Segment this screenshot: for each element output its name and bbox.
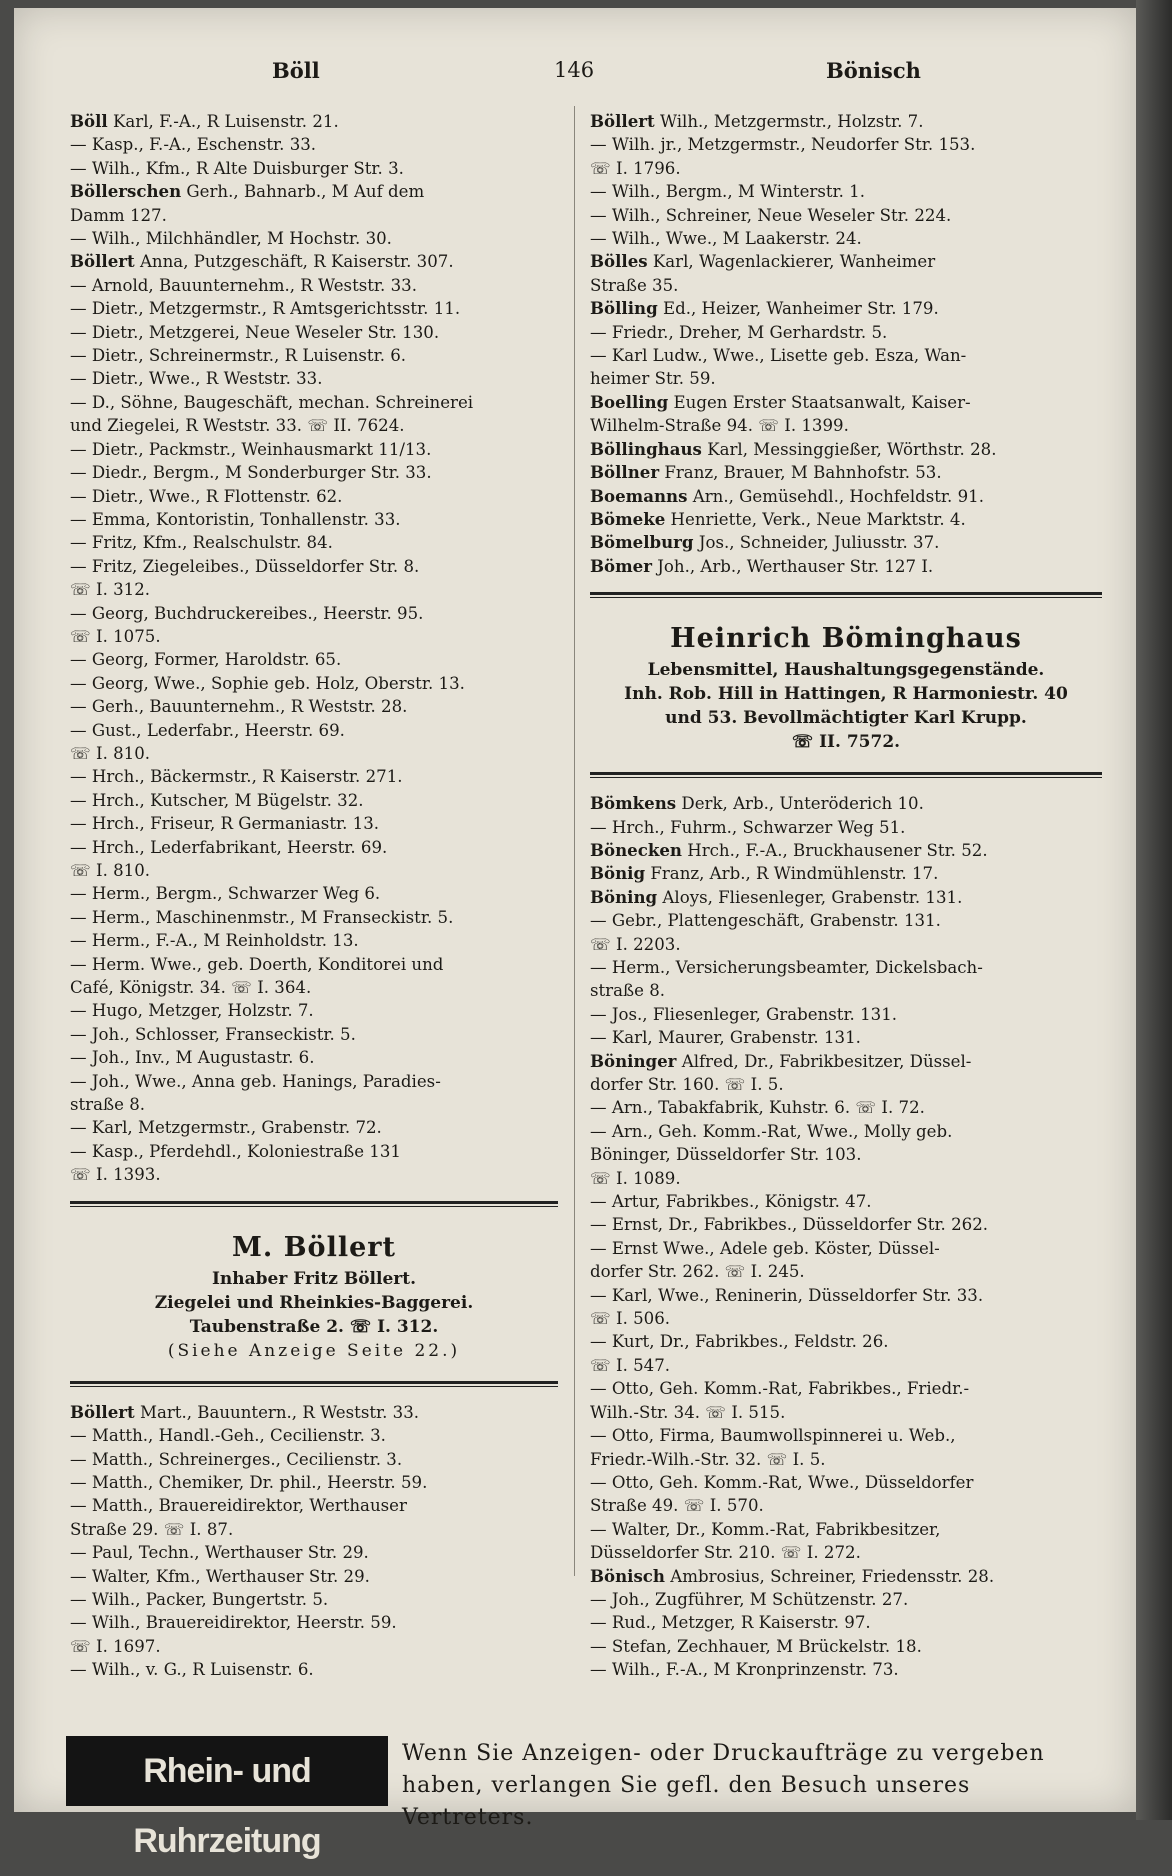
entry-text: ☏ I. 1697. <box>70 1636 161 1656</box>
directory-entry <box>590 1518 1102 1541</box>
ad-line: (Siehe Anzeige Seite 22.) <box>167 1340 461 1361</box>
entry-text: — Kasp., F.-A., Eschenstr. 33. <box>70 135 317 155</box>
directory-entry <box>590 1565 1102 1588</box>
ad-line: Lebensmittel, Haushaltungsgegenstände. <box>647 660 1045 681</box>
entry-text: — Emma, Kontoristin, Tonhallenstr. 33. <box>70 509 401 529</box>
directory-entry <box>590 227 1102 250</box>
header-left-keyword: Böll <box>272 58 320 83</box>
directory-entry <box>70 1093 558 1116</box>
directory-entry <box>590 180 1102 203</box>
directory-entry <box>590 886 1102 909</box>
entry-text: und Ziegelei, R Weststr. 33. ☏ II. 7624. <box>70 416 405 436</box>
entry-text: — Joh., Wwe., Anna geb. Hanings, Paradies- <box>70 1071 441 1091</box>
directory-entry <box>590 367 1102 390</box>
entry-text: Aloys, Fliesenleger, Grabenstr. 131. <box>662 887 963 907</box>
directory-entry <box>70 344 558 367</box>
entry-text: — Hrch., Friseur, R Germaniastr. 13. <box>70 814 380 834</box>
directory-entry <box>590 1073 1102 1096</box>
entry-text: — Georg, Former, Haroldstr. 65. <box>70 650 342 670</box>
entry-text: — Otto, Firma, Baumwollspinnerei u. Web., <box>590 1426 956 1446</box>
directory-entry <box>70 1658 558 1681</box>
entry-text: Café, Königstr. 34. ☏ I. 364. <box>70 978 312 998</box>
boellert-advertisement <box>70 1221 558 1367</box>
entry-text: — Wilh., Wwe., M Laakerstr. 24. <box>590 229 862 249</box>
directory-entry <box>70 1140 558 1163</box>
directory-entry <box>590 1401 1102 1424</box>
directory-entry <box>70 695 558 718</box>
directory-entry <box>70 976 558 999</box>
entry-text: — Herm., Bergm., Schwarzer Weg 6. <box>70 884 381 904</box>
left-entries-top <box>70 110 558 1187</box>
footer-text <box>402 1738 1106 1834</box>
ad-line: Ziegelei und Rheinkies-Baggerei. <box>154 1292 474 1313</box>
directory-entry <box>590 1003 1102 1026</box>
directory-entry <box>590 1096 1102 1119</box>
scan-edge <box>1136 0 1172 1820</box>
directory-entry <box>590 1237 1102 1260</box>
directory-entry <box>590 1120 1102 1143</box>
ad-line: ☏ II. 7572. <box>791 732 901 753</box>
right-entries-bottom <box>590 792 1102 1681</box>
left-column <box>70 110 558 1682</box>
entry-text: — Dietr., Wwe., R Flottenstr. 62. <box>70 486 343 506</box>
entry-text: — Wilh., v. G., R Luisenstr. 6. <box>70 1660 314 1680</box>
directory-entry <box>590 1588 1102 1611</box>
entry-text: ☏ I. 1089. <box>590 1168 681 1188</box>
entry-text: — Matth., Handl.-Geh., Cecilienstr. 3. <box>70 1426 386 1446</box>
ad-title: M. Böllert <box>232 1231 396 1263</box>
directory-entry <box>590 1143 1102 1166</box>
entry-text: Gerh., Bahnarb., M Auf dem <box>186 182 425 202</box>
directory-entry <box>590 1611 1102 1634</box>
entry-text: ☏ I. 312. <box>70 580 151 600</box>
directory-entry <box>70 157 558 180</box>
entry-text: dorfer Str. 160. ☏ I. 5. <box>590 1075 784 1094</box>
directory-entry <box>590 839 1102 862</box>
directory-entry <box>70 648 558 671</box>
entry-text: ☏ I. 810. <box>70 743 151 763</box>
entry-text: — Wilh., Packer, Bungertstr. 5. <box>70 1589 329 1609</box>
directory-entry <box>590 979 1102 1002</box>
entry-text: — Georg, Wwe., Sophie geb. Holz, Oberstr. 13. <box>70 673 465 693</box>
directory-entry <box>590 321 1102 344</box>
entry-text: Karl, Messinggießer, Wörthstr. 28. <box>707 439 997 459</box>
entry-text: — Fritz, Kfm., Realschulstr. 84. <box>70 533 333 553</box>
directory-entry <box>590 414 1102 437</box>
directory-entry <box>590 1635 1102 1658</box>
entry-text: — Joh., Schlosser, Franseckistr. 5. <box>70 1024 356 1044</box>
entry-text: — Walter, Kfm., Werthauser Str. 29. <box>70 1566 370 1586</box>
header-right-keyword: Bönisch <box>826 58 921 83</box>
directory-entry <box>590 555 1102 578</box>
entry-text: — Artur, Fabrikbes., Königstr. 47. <box>590 1192 872 1212</box>
directory-entry <box>590 1377 1102 1400</box>
entry-text: Wilh., Metzgermstr., Holzstr. 7. <box>659 112 924 131</box>
ad-line: Inh. Rob. Hill in Hattingen, R Harmoniestr. 40 <box>624 684 1068 705</box>
entry-text: straße 8. <box>70 1095 146 1115</box>
directory-entry <box>70 274 558 297</box>
entry-surname: Boelling <box>590 391 669 412</box>
entry-text: — Karl, Wwe., Reninerin, Düsseldorfer Str. 33. <box>590 1285 984 1305</box>
entry-text: ☏ I. 506. <box>590 1309 671 1329</box>
directory-entry <box>590 274 1102 297</box>
directory-entry <box>70 1541 558 1564</box>
directory-entry <box>590 1658 1102 1681</box>
ad-line: Inhaber Fritz Böllert. <box>211 1268 417 1289</box>
page-header <box>14 52 1136 88</box>
entry-text: — Herm., Versicherungsbeamter, Dickelsbach- <box>590 957 983 977</box>
directory-entry <box>70 1565 558 1588</box>
entry-surname: Bölling <box>590 298 658 319</box>
entry-text: Straße 49. ☏ I. 570. <box>590 1496 764 1516</box>
entry-text: — Herm., Maschinenmstr., M Franseckistr. 5. <box>70 907 454 927</box>
directory-entry <box>70 1448 558 1471</box>
entry-text: — Hrch., Lederfabrikant, Heerstr. 69. <box>70 837 388 857</box>
directory-entry <box>70 906 558 929</box>
directory-entry <box>70 180 558 203</box>
directory-entry <box>590 1471 1102 1494</box>
entry-text: Jos., Schneider, Juliusstr. 37. <box>698 533 940 553</box>
entry-text: — Hugo, Metzger, Holzstr. 7. <box>70 1001 314 1021</box>
entry-text: — Karl Ludw., Wwe., Lisette geb. Esza, Wan- <box>590 346 967 366</box>
entry-text: — Karl, Maurer, Grabenstr. 131. <box>590 1028 861 1048</box>
entry-surname: Böninger <box>590 1050 677 1071</box>
entry-text: — Wilh., Milchhändler, M Hochstr. 30. <box>70 229 392 249</box>
right-column <box>590 110 1102 1682</box>
directory-entry <box>590 297 1102 320</box>
ad-title: Heinrich Böminghaus <box>670 623 1022 655</box>
entry-text: — Jos., Fliesenleger, Grabenstr. 131. <box>590 1004 898 1024</box>
entry-text: Damm 127. <box>70 205 167 225</box>
directory-entry <box>70 1023 558 1046</box>
directory-entry <box>70 438 558 461</box>
directory-entry <box>70 719 558 742</box>
entry-text: Derk, Arb., Unteröderich 10. <box>681 794 924 814</box>
directory-entry <box>590 862 1102 885</box>
directory-entry <box>590 909 1102 932</box>
entry-surname: Böllert <box>70 1401 135 1422</box>
directory-entry <box>590 438 1102 461</box>
directory-entry <box>70 1401 558 1424</box>
entry-text: — Hrch., Bäckermstr., R Kaiserstr. 271. <box>70 767 403 787</box>
entry-text: — Matth., Schreinerges., Cecilienstr. 3. <box>70 1449 403 1469</box>
column-divider <box>574 106 575 1576</box>
directory-entry <box>590 1448 1102 1471</box>
entry-text: — Dietr., Wwe., R Weststr. 33. <box>70 369 323 389</box>
directory-entry <box>70 602 558 625</box>
directory-entry <box>70 367 558 390</box>
entry-text: — Gerh., Bauunternehm., R Weststr. 28. <box>70 697 408 717</box>
entry-text: — Otto, Geh. Komm.-Rat, Fabrikbes., Friedr.- <box>590 1379 970 1399</box>
directory-entry <box>590 157 1102 180</box>
directory-entry <box>70 1163 558 1186</box>
entry-text: — Wilh., Brauereidirektor, Heerstr. 59. <box>70 1613 397 1633</box>
entry-text: — Joh., Inv., M Augustastr. 6. <box>70 1048 315 1068</box>
entry-text: — Dietr., Packmstr., Weinhausmarkt 11/13. <box>70 439 432 459</box>
entry-text: — Wilh., Bergm., M Winterstr. 1. <box>590 182 866 202</box>
entry-surname: Bömeke <box>590 508 666 529</box>
left-entries-bottom <box>70 1401 558 1682</box>
page-number: 146 <box>554 58 595 82</box>
directory-entry <box>70 1046 558 1069</box>
directory-entry <box>590 1260 1102 1283</box>
directory-entry <box>590 508 1102 531</box>
ad-line: Taubenstraße 2. ☏ I. 312. <box>189 1316 439 1337</box>
directory-entry <box>70 1518 558 1541</box>
entry-surname: Bönig <box>590 863 646 884</box>
entry-text: — Kasp., Pferdehdl., Koloniestraße 131 <box>70 1141 401 1161</box>
directory-page <box>14 8 1136 1860</box>
directory-entry <box>70 110 558 133</box>
directory-entry <box>70 625 558 648</box>
entry-text: Karl, Wagenlackierer, Wanheimer <box>652 252 936 272</box>
entry-text: — Dietr., Schreinermstr., R Luisenstr. 6. <box>70 346 407 366</box>
directory-entry <box>590 1190 1102 1213</box>
entry-text: Wilhelm-Straße 94. ☏ I. 1399. <box>590 416 849 436</box>
directory-entry <box>590 1494 1102 1517</box>
ad-rule-top <box>590 592 1102 598</box>
directory-entry <box>590 461 1102 484</box>
directory-entry <box>590 1541 1102 1564</box>
directory-entry <box>590 1424 1102 1447</box>
entry-text: ☏ I. 547. <box>590 1355 671 1375</box>
directory-entry <box>590 1330 1102 1353</box>
entry-text: — Ernst Wwe., Adele geb. Köster, Düssel- <box>590 1238 940 1258</box>
directory-entry <box>70 859 558 882</box>
entry-text: — Arnold, Bauunternehm., R Weststr. 33. <box>70 275 417 295</box>
directory-entry <box>590 1026 1102 1049</box>
entry-surname: Böllerschen <box>70 181 182 202</box>
entry-text: — Arn., Tabakfabrik, Kuhstr. 6. ☏ I. 72. <box>590 1098 925 1118</box>
directory-entry <box>590 110 1102 133</box>
directory-entry <box>590 1284 1102 1307</box>
entry-text: — Hrch., Fuhrm., Schwarzer Weg 51. <box>590 817 906 837</box>
directory-entry <box>70 929 558 952</box>
directory-entry <box>70 485 558 508</box>
directory-entry <box>590 485 1102 508</box>
directory-entry <box>70 133 558 156</box>
directory-entry <box>70 227 558 250</box>
entry-surname: Böllert <box>590 111 655 131</box>
directory-entry <box>70 882 558 905</box>
entry-text: — Herm. Wwe., geb. Doerth, Konditorei und <box>70 954 444 974</box>
entry-surname: Bömelburg <box>590 532 694 553</box>
entry-text: Wilh.-Str. 34. ☏ I. 515. <box>590 1402 786 1422</box>
entry-text: heimer Str. 59. <box>590 369 716 389</box>
entry-text: — Joh., Zugführer, M Schützenstr. 27. <box>590 1589 909 1609</box>
directory-entry <box>70 765 558 788</box>
entry-text: — Wilh., F.-A., M Kronprinzenstr. 73. <box>590 1660 899 1680</box>
directory-entry <box>70 461 558 484</box>
entry-surname: Bömer <box>590 555 652 576</box>
entry-text: — Paul, Techn., Werthauser Str. 29. <box>70 1543 369 1563</box>
entry-text: — Gust., Lederfabr., Heerstr. 69. <box>70 720 345 740</box>
entry-text: — Ernst, Dr., Fabrikbes., Düsseldorfer Str. 262. <box>590 1215 989 1235</box>
footer-advertisement <box>66 1736 1106 1860</box>
directory-entry <box>590 792 1102 815</box>
directory-entry <box>70 250 558 273</box>
directory-entry <box>70 789 558 812</box>
entry-text: — Rud., Metzger, R Kaiserstr. 97. <box>590 1613 871 1633</box>
directory-entry <box>70 555 558 578</box>
directory-entry <box>70 578 558 601</box>
entry-text: Joh., Arb., Werthauser Str. 127 I. <box>657 556 934 576</box>
boeminghaus-advertisement <box>590 612 1102 758</box>
entry-surname: Bölles <box>590 251 648 272</box>
entry-text: dorfer Str. 262. ☏ I. 245. <box>590 1262 805 1282</box>
entry-text: Ambrosius, Schreiner, Friedensstr. 28. <box>670 1566 995 1586</box>
entry-text: — Matth., Chemiker, Dr. phil., Heerstr. 59. <box>70 1472 428 1492</box>
entry-text: ☏ I. 1393. <box>70 1165 161 1185</box>
entry-text: Anna, Putzgeschäft, R Kaiserstr. 307. <box>139 252 454 272</box>
directory-entry <box>70 508 558 531</box>
directory-entry <box>70 953 558 976</box>
entry-text: Friedr.-Wilh.-Str. 32. ☏ I. 5. <box>590 1449 826 1469</box>
directory-entry <box>70 1588 558 1611</box>
entry-text: — D., Söhne, Baugeschäft, mechan. Schreinerei <box>70 392 474 412</box>
entry-text: Arn., Gemüsehdl., Hochfeldstr. 91. <box>692 486 984 506</box>
entry-text: — Friedr., Dreher, M Gerhardstr. 5. <box>590 322 888 342</box>
directory-entry <box>70 742 558 765</box>
directory-entry <box>70 1070 558 1093</box>
entry-text: — Stefan, Zechhauer, M Brückelstr. 18. <box>590 1636 922 1656</box>
directory-entry <box>590 1167 1102 1190</box>
entry-text: Franz, Brauer, M Bahnhofstr. 53. <box>664 463 942 483</box>
entry-text: — Walter, Dr., Komm.-Rat, Fabrikbesitzer, <box>590 1519 941 1539</box>
entry-text: Alfred, Dr., Fabrikbesitzer, Düssel- <box>681 1051 972 1071</box>
directory-entry <box>70 531 558 554</box>
entry-text: — Georg, Buchdruckereibes., Heerstr. 95. <box>70 603 424 623</box>
directory-entry <box>590 1050 1102 1073</box>
directory-entry <box>70 204 558 227</box>
entry-text: ☏ I. 1796. <box>590 158 681 178</box>
entry-text: Böninger, Düsseldorfer Str. 103. <box>590 1145 862 1165</box>
directory-entry <box>590 933 1102 956</box>
directory-entry <box>70 1471 558 1494</box>
directory-entry <box>70 1611 558 1634</box>
ad-rule-bottom <box>590 772 1102 778</box>
entry-text: Straße 29. ☏ I. 87. <box>70 1519 234 1539</box>
entry-text: Ed., Heizer, Wanheimer Str. 179. <box>662 299 939 319</box>
entry-surname: Bömkens <box>590 793 677 814</box>
entry-text: ☏ I. 2203. <box>590 934 681 954</box>
directory-entry <box>70 414 558 437</box>
entry-surname: Böll <box>70 111 108 131</box>
right-entries-top <box>590 110 1102 578</box>
entry-text: — Diedr., Bergm., M Sonderburger Str. 33. <box>70 463 432 483</box>
entry-surname: Boemanns <box>590 485 688 506</box>
entry-text: Henriette, Verk., Neue Marktstr. 4. <box>670 509 966 529</box>
entry-text: Düsseldorfer Str. 210. ☏ I. 272. <box>590 1543 861 1563</box>
footer-text-line: Wenn Sie Anzeigen- oder Druckaufträge zu vergeben <box>402 1741 1045 1766</box>
directory-entry <box>70 672 558 695</box>
directory-entry <box>70 391 558 414</box>
directory-entry <box>590 1354 1102 1377</box>
entry-surname: Böllert <box>70 251 135 272</box>
entry-surname: Bönisch <box>590 1565 665 1586</box>
directory-entry <box>70 1494 558 1517</box>
entry-text: Karl, F.-A., R Luisenstr. 21. <box>112 112 339 131</box>
directory-entry <box>70 812 558 835</box>
entry-text: straße 8. <box>590 981 666 1001</box>
directory-entry <box>70 1424 558 1447</box>
entry-text: — Dietr., Metzgerei, Neue Weseler Str. 130. <box>70 322 440 342</box>
directory-entry <box>590 391 1102 414</box>
entry-text: — Wilh. jr., Metzgermstr., Neudorfer Str. 153. <box>590 135 976 155</box>
directory-entry <box>590 344 1102 367</box>
directory-entry <box>590 1307 1102 1330</box>
entry-surname: Böllner <box>590 462 660 483</box>
directory-entry <box>590 133 1102 156</box>
entry-text: Hrch., F.-A., Bruckhausener Str. 52. <box>687 840 988 860</box>
entry-text: — Matth., Brauereidirektor, Werthauser <box>70 1496 407 1516</box>
entry-text: — Arn., Geh. Komm.-Rat, Wwe., Molly geb. <box>590 1121 953 1141</box>
entry-text: — Herm., F.-A., M Reinholdstr. 13. <box>70 931 359 951</box>
ad-line: und 53. Bevollmächtigter Karl Krupp. <box>665 708 1027 729</box>
entry-text: ☏ I. 1075. <box>70 626 161 646</box>
ad-rule-bottom <box>70 1381 558 1387</box>
entry-surname: Bönecken <box>590 839 682 860</box>
directory-entry <box>70 836 558 859</box>
entry-surname: Böning <box>590 886 658 907</box>
entry-text: — Karl, Metzgermstr., Grabenstr. 72. <box>70 1118 382 1138</box>
entry-text: Straße 35. <box>590 275 679 295</box>
ad-rule-top <box>70 1201 558 1207</box>
directory-entry <box>70 297 558 320</box>
footer-text-line: haben, verlangen Sie gefl. den Besuch unseres Vertreters. <box>402 1773 971 1830</box>
directory-entry <box>590 956 1102 979</box>
entry-text: — Wilh., Kfm., R Alte Duisburger Str. 3. <box>70 158 404 178</box>
entry-text: — Otto, Geh. Komm.-Rat, Wwe., Düsseldorfer <box>590 1472 974 1492</box>
directory-entry <box>590 531 1102 554</box>
directory-entry <box>590 816 1102 839</box>
entry-text: — Dietr., Metzgermstr., R Amtsgerichtsstr. 11. <box>70 299 461 319</box>
entry-text: Eugen Erster Staatsanwalt, Kaiser- <box>673 392 971 412</box>
directory-entry <box>70 1116 558 1139</box>
entry-text: — Fritz, Ziegeleibes., Düsseldorfer Str. 8. <box>70 556 420 576</box>
entry-text: Mart., Bauuntern., R Weststr. 33. <box>139 1402 420 1422</box>
directory-entry <box>590 204 1102 227</box>
directory-entry <box>70 1635 558 1658</box>
newspaper-logo: Rhein- und Ruhrzeitung <box>66 1736 388 1806</box>
entry-surname: Böllinghaus <box>590 438 702 459</box>
entry-text: ☏ I. 810. <box>70 861 151 880</box>
entry-text: — Wilh., Schreiner, Neue Weseler Str. 224. <box>590 205 952 225</box>
entry-text: Franz, Arb., R Windmühlenstr. 17. <box>650 864 939 884</box>
directory-entry <box>70 321 558 344</box>
directory-entry <box>590 1213 1102 1236</box>
entry-text: — Kurt, Dr., Fabrikbes., Feldstr. 26. <box>590 1332 889 1352</box>
entry-text: — Hrch., Kutscher, M Bügelstr. 32. <box>70 790 364 810</box>
entry-text: — Gebr., Plattengeschäft, Grabenstr. 131. <box>590 911 941 931</box>
directory-entry <box>590 250 1102 273</box>
directory-entry <box>70 999 558 1022</box>
